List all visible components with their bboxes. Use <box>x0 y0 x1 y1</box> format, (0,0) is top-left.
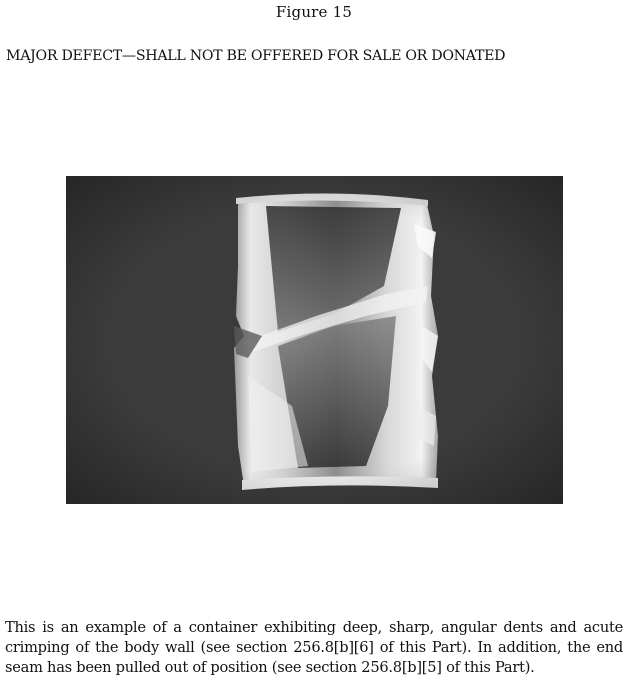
photo-caption: This is an example of a container exhibiting deep, sharp, angular dents and acute crimping of the body wall (see section 256.8[b][6] of this Part). In addition, the end seam has been pulled out of position (see section 256.8[b][5] of this Part). <box>5 619 623 676</box>
defect-heading: MAJOR DEFECT—SHALL NOT BE OFFERED FOR SALE OR DONATED <box>6 48 506 64</box>
figure-label: Figure 15 <box>275 3 353 21</box>
dented-can-photo <box>66 176 563 504</box>
